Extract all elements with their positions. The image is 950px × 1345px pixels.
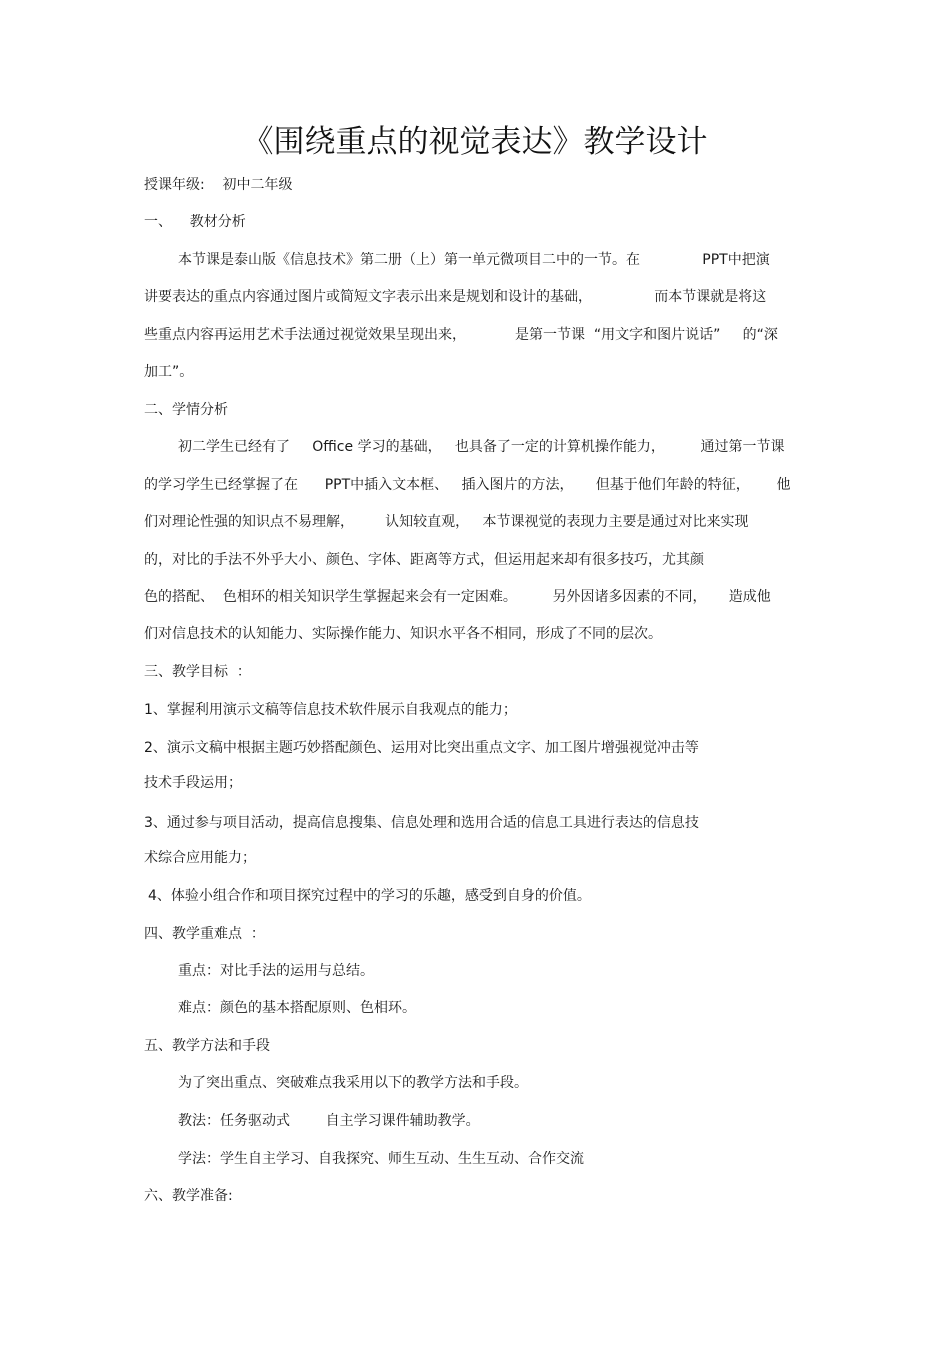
section-heading-students: 二、学情分析 [144,402,228,418]
paragraph-line: 本节课是泰山版《信息技术》第二册（上）第一单元微项目二中的一节。在 PPT中把演 [178,252,770,268]
paragraph-line: 的，对比的手法不外乎大小、颜色、字体、距离等方式，但运用起来却有很多技巧，尤其颜 [144,552,704,568]
goal-item-continued: 术综合应用能力； [144,850,256,866]
paragraph-line: 讲要表达的重点内容通过图片或简短文字表示出来是规划和设计的基础， 而本节课就是将这 [144,289,767,305]
section-heading-methods: 五、教学方法和手段 [144,1038,270,1054]
goal-item-continued: 技术手段运用； [144,775,242,791]
paragraph-line: 色的搭配、 色相环的相关知识学生掌握起来会有一定困难。 另外因诸多因素的不同， 造成他 [144,589,771,605]
section-heading-goals: 三、教学目标 ： [144,664,251,680]
goal-item: 2、演示文稿中根据主题巧妙搭配颜色、运用对比突出重点文字、加工图片增强视觉冲击等 [144,740,699,756]
difficult-point-line: 难点：颜色的基本搭配原则、色相环。 [178,1000,416,1016]
teaching-method-line: 教法：任务驱动式 自主学习课件辅助教学。 [178,1113,480,1129]
goal-item: 1、掌握利用演示文稿等信息技术软件展示自我观点的能力； [144,702,517,718]
document-title: 《围绕重点的视觉表达》教学设计 [242,124,708,160]
goal-item: 4、体验小组合作和项目探究过程中的学习的乐趣，感受到自身的价值。 [148,888,591,904]
grade-line: 授课年级: 初中二年级 [144,177,293,193]
goal-item: 3、通过参与项目活动，提高信息搜集、信息处理和选用合适的信息工具进行表达的信息技 [144,815,699,831]
section-heading-key-points: 四、教学重难点 ： [144,926,265,942]
section-heading-materials: 一、 教材分析 [144,214,246,230]
key-point-line: 重点：对比手法的运用与总结。 [178,963,374,979]
section-heading-preparation: 六、教学准备: [144,1188,233,1204]
methods-intro: 为了突出重点、突破难点我采用以下的教学方法和手段。 [178,1075,528,1091]
paragraph-line: 的学习学生已经掌握了在 PPT中插入文本框、 插入图片的方法， 但基于他们年龄的特征， 他 [144,477,791,493]
paragraph-line: 们对理论性强的知识点不易理解， 认知较直观， 本节课视觉的表现力主要是通过对比来实现 [144,514,749,530]
paragraph-line: 些重点内容再运用艺术手法通过视觉效果呈现出来， 是第一节课 “用文字和图片说话” 的“深 [144,327,778,343]
paragraph-line: 初二学生已经有了 Office 学习的基础， 也具备了一定的计算机操作能力， 通过第一节课 [178,439,785,455]
paragraph-line: 们对信息技术的认知能力、实际操作能力、知识水平各不相同，形成了不同的层次。 [144,626,662,642]
paragraph-line: 加工”。 [144,364,194,380]
learning-method-line: 学法：学生自主学习、自我探究、师生互动、生生互动、合作交流 [178,1151,584,1167]
